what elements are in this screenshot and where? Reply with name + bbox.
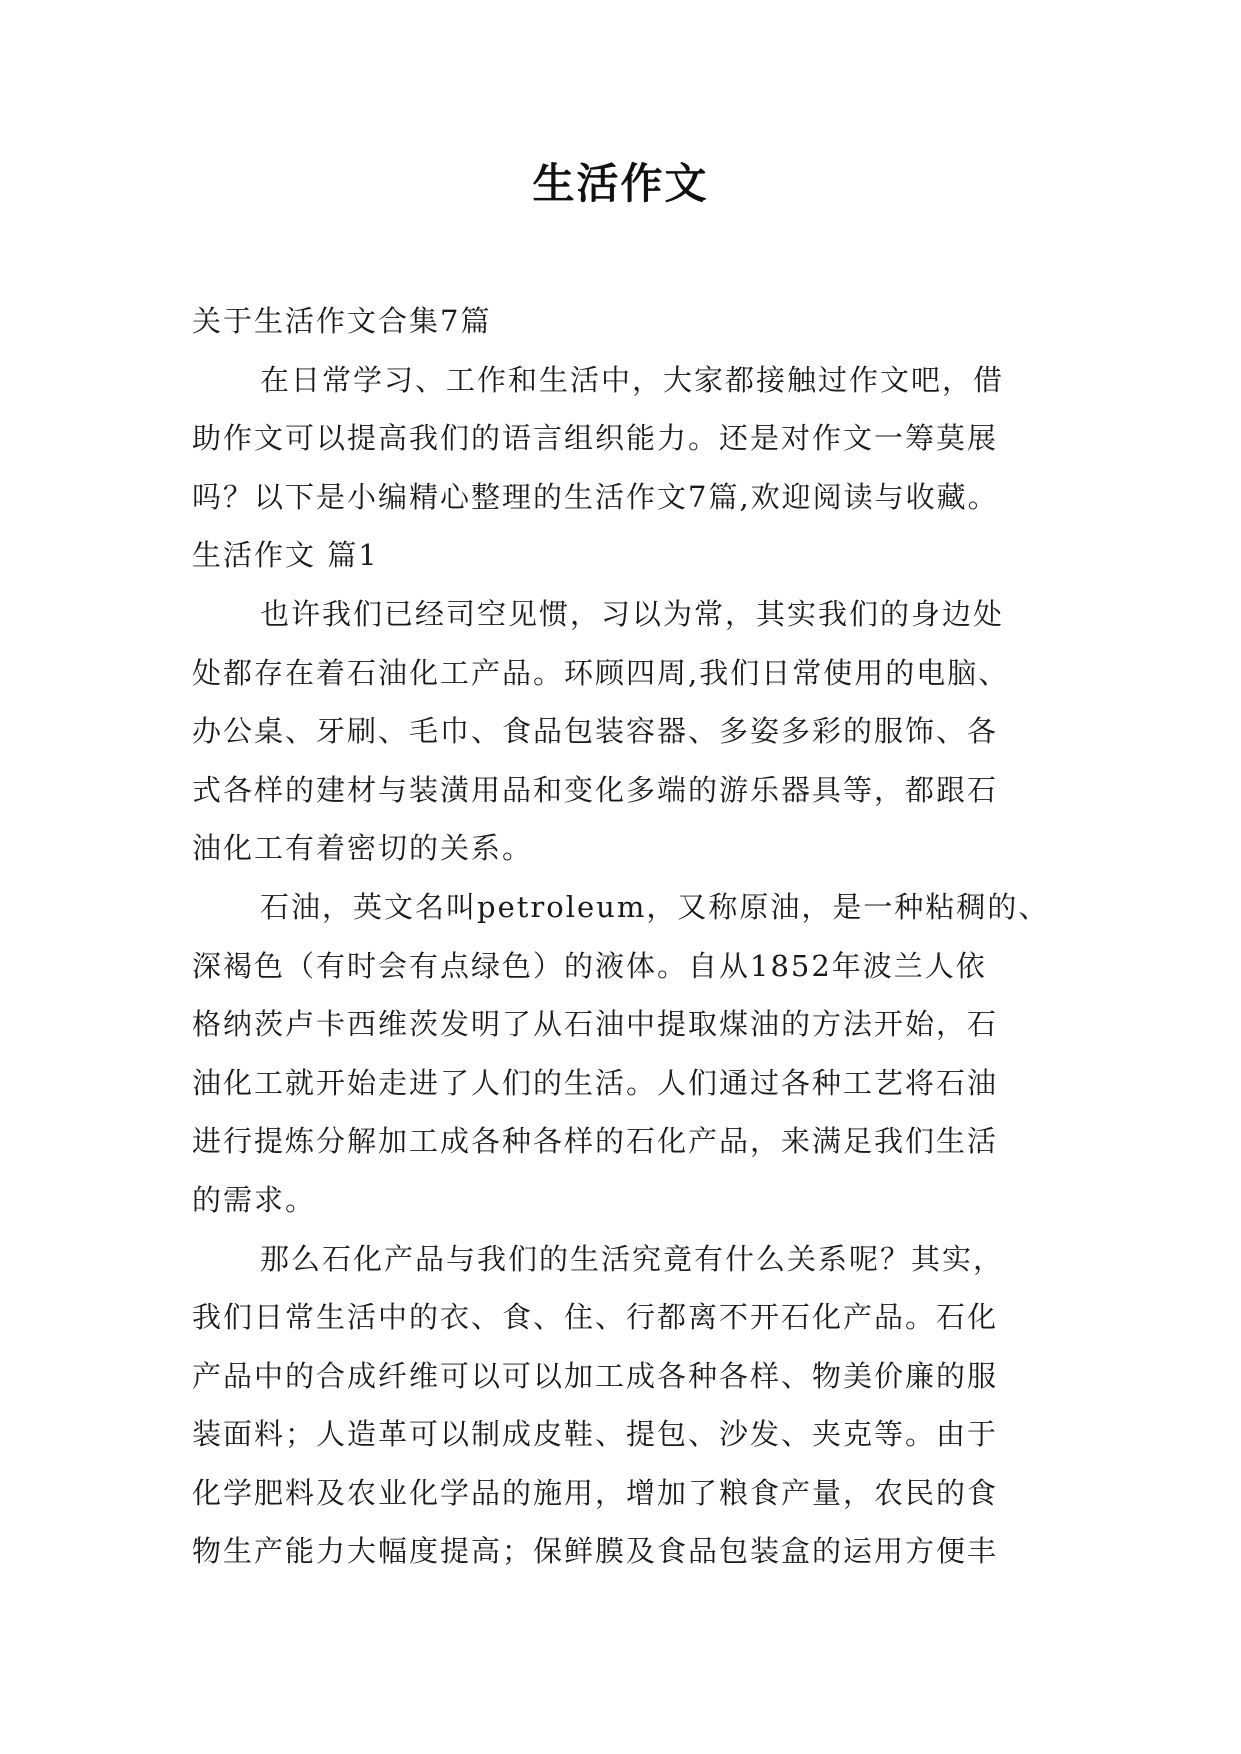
text-line: 格纳茨卢卡西维茨发明了从石油中提取煤油的方法开始，石 xyxy=(192,1007,999,1042)
text-line: 那么石化产品与我们的生活究竟有什么关系呢？其实， xyxy=(260,1241,1005,1276)
text-line: 进行提炼分解加工成各种各样的石化产品，来满足我们生活 xyxy=(192,1124,999,1159)
document-title: 生活作文 xyxy=(532,159,709,208)
text-line: 助作文可以提高我们的语言组织能力。还是对作文一筹莫展 xyxy=(192,421,999,456)
text-line: 装面料；人造革可以制成皮鞋、提包、沙发、夹克等。由于 xyxy=(192,1417,999,1452)
document-body xyxy=(192,292,1052,1581)
text-line: 石油，英文名叫petroleum，又称原油，是一种粘稠的、 xyxy=(260,889,1050,924)
text-line: 油化工有着密切的关系。 xyxy=(192,831,534,866)
text-line: 化学肥料及农业化学品的施用，增加了粮食产量，农民的食 xyxy=(192,1475,999,1510)
text-line: 在日常学习、工作和生活中，大家都接触过作文吧，借 xyxy=(260,362,1005,397)
text-line: 油化工就开始走进了人们的生活。人们通过各种工艺将石油 xyxy=(192,1065,999,1100)
text-line: 我们日常生活中的衣、食、住、行都离不开石化产品。石化 xyxy=(192,1300,999,1335)
text-line: 物生产能力大幅度提高；保鲜膜及食品包装盒的运用方便丰 xyxy=(192,1534,999,1569)
text-line: 也许我们已经司空见惯，习以为常，其实我们的身边处 xyxy=(260,596,1005,631)
text-line: 吗？以下是小编精心整理的生活作文7篇,欢迎阅读与收藏。 xyxy=(192,479,999,514)
text-line: 的需求。 xyxy=(192,1182,317,1217)
text-line: 式各样的建材与装潢用品和变化多端的游乐器具等，都跟石 xyxy=(192,772,999,807)
text-line: 生活作文 篇1 xyxy=(192,538,379,573)
text-line: 产品中的合成纤维可以可以加工成各种各样、物美价廉的服 xyxy=(192,1358,999,1393)
text-line: 处都存在着石油化工产品。环顾四周,我们日常使用的电脑、 xyxy=(192,655,1010,690)
text-line: 办公桌、牙刷、毛巾、食品包装容器、多姿多彩的服饰、各 xyxy=(192,714,999,749)
text-line: 深褐色（有时会有点绿色）的液体。自从1852年波兰人依 xyxy=(192,948,987,983)
text-line: 关于生活作文合集7篇 xyxy=(192,304,492,338)
